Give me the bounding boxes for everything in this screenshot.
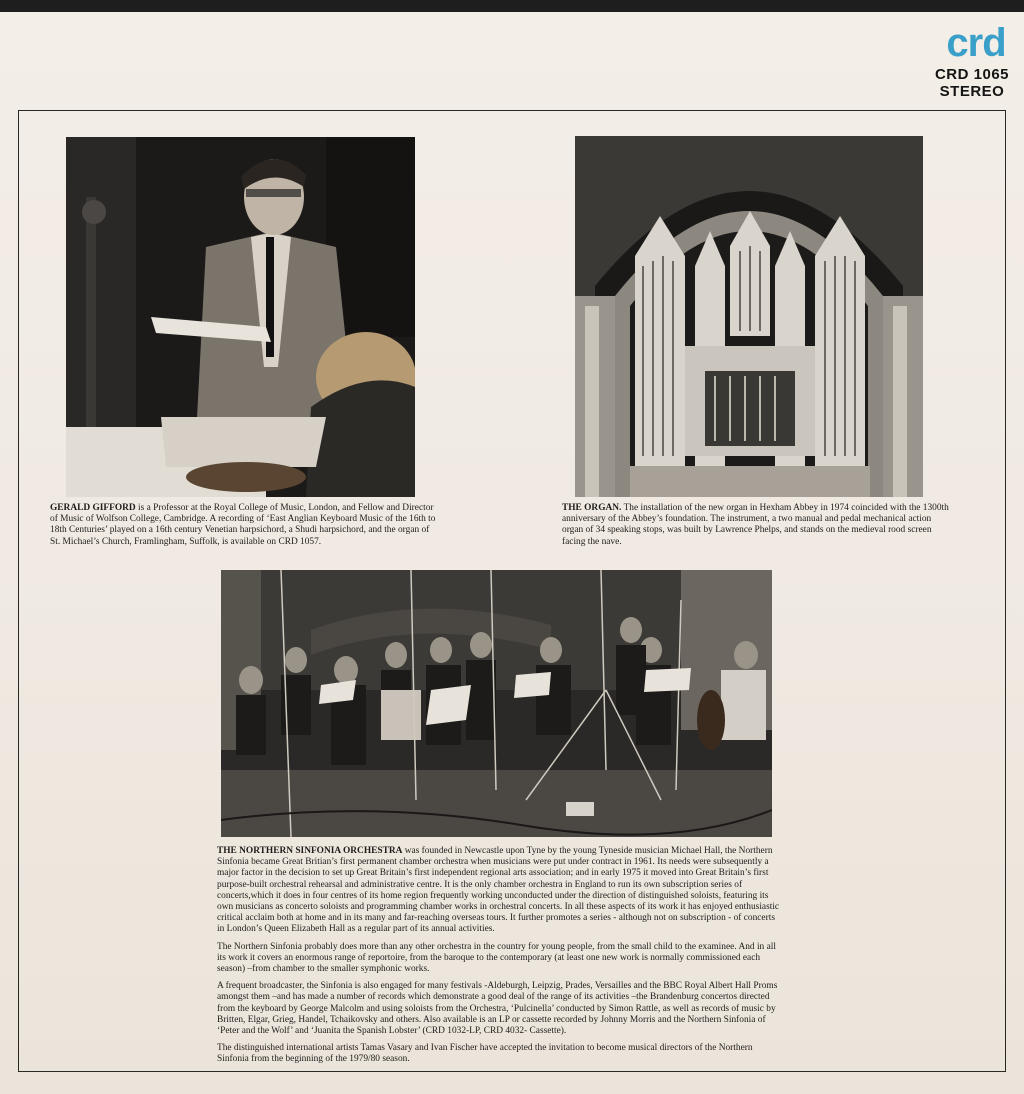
top-edge-strip <box>0 0 1024 12</box>
orchestra-caption-lead: THE NORTHERN SINFONIA ORCHESTRA <box>217 846 403 856</box>
gerald-gifford-photo <box>66 137 415 497</box>
orchestra-paragraph-4: The distinguished international artists Tamas Vasary and Ivan Fischer have accepted the invitation to become musical directors of the Northern Sinfonia from the beginning of the 1979/80 season. <box>217 1043 753 1065</box>
orchestra-photo <box>221 570 772 837</box>
orchestra-caption-text-1: was founded in Newcastle upon Tyne by the young Tyneside musician Michael Hall, the Northern Sinfonia became Great Britian’s first permanent chamber orchestra when musicians were put under contract in 1961. Its needs were subsequently a major factor in the decision to set up Great Britain’s first independent regional arts association; and in early 1975 it moved into Great Britain’s first purpose-built orchestral rehearsal and administrative centre. It is the only chamber orchestra in England to run its own subscription series of concerts,which it does in four centres of its home region frequently working unconducted under the direction of distinguished soloists, featuring its own musicians as concerto soloists and programming chamber works in orchestral concerts. In all these aspects of its work it has enjoyed enthusiastic critical acclaim both at home and in its many and far-reaching overseas tours. It further promotes a series - although not on subscription - of concerts in London’s Queen Elizabeth Hall as a regular part of its annual activities. <box>217 846 780 935</box>
gifford-caption-text: is a Professor at the Royal College of Music, London, and Fellow and Director of Music of Wolfson College, Cambridge. A recording of ‘East Anglian Keyboard Music of the 16th to 18th Centuries’ played on a 16th century Venetian harpsichord, a Shudi harpsichord, and the organ of St. Michael’s Church, Framlingham, Suffolk, is available on CRD 1057. <box>50 503 436 547</box>
orchestra-paragraph-2: The Northern Sinfonia probably does more than any other orchestra in the country for young people, from the small child to the examinee. And in all its work it covers an enormous range of reportoire, from the baroque to the contemporary (at least one new work is normally commissioned each season) –from chamber to the smaller symphonic works. <box>217 941 776 975</box>
catalogue-block <box>928 66 1016 100</box>
format-label: STEREO <box>939 83 1005 100</box>
organ-caption <box>562 503 952 548</box>
catalogue-number: CRD 1065 <box>934 66 1010 83</box>
organ-caption-text: The installation of the new organ in Hexham Abbey in 1974 coincided with the 1300th anniversary of the Abbey’s foundation. The instrument, a two manual and pedal mechanical action organ of 34 speaking stops, was built by Lawrence Phelps, and stands on the medieval rood screen facing the nave. <box>562 503 949 547</box>
organ-photo <box>575 136 923 497</box>
gifford-caption <box>50 503 440 548</box>
crd-logo: crd <box>946 21 1006 65</box>
orchestra-paragraph-3: A frequent broadcaster, the Sinfonia is also engaged for many festivals -Aldeburgh, Leipzig, Prades, Versailles and the BBC Royal Albert Hall Proms amongst them –and has made a number of records which demonstrate a good deal of the range of its activities –the Brandenburg concertos directed from the keyboard by George Malcolm and using soloists from the Orchestra, ‘Pulcinella’ conducted by Simon Rattle, as well as records of music by Britten, Elgar, Grieg, Handel, Tchaikovsky and others. Also available is an LP or cassette recorded by Johnny Morris and the Northern Sinfonia of ‘Peter and the Wolf’ and ‘Juanita the Spanish Lobster’ (CRD 1032-LP, CRD 4032- Cassette). <box>217 981 778 1037</box>
gifford-caption-lead: GERALD GIFFORD <box>50 503 136 513</box>
organ-caption-lead: THE ORGAN. <box>562 503 622 513</box>
orchestra-caption <box>217 846 783 1072</box>
orchestra-paragraph-1 <box>217 846 783 936</box>
